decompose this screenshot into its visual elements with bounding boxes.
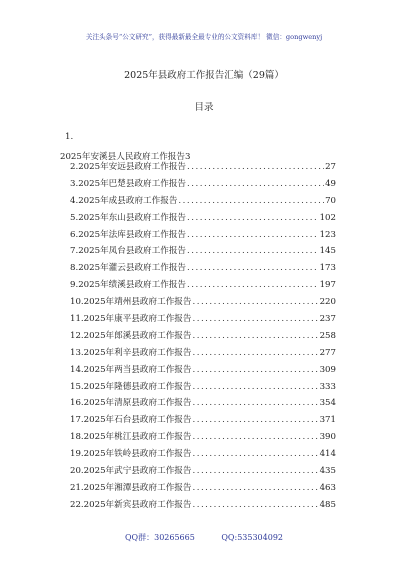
toc-entry-number: 22.	[70, 499, 84, 510]
toc-entry-page: 390	[319, 432, 336, 443]
toc-entry[interactable]	[70, 260, 336, 277]
toc-entry-page: 145	[319, 246, 336, 257]
toc-entry-number: 15.	[70, 381, 84, 392]
toc-entry-number: 8.	[70, 263, 79, 274]
footer-qq-group: QQ群：30265665	[124, 533, 195, 542]
toc-dot-leader	[192, 463, 318, 480]
toc-entry-title: 2025年法库县政府工作报告	[78, 229, 187, 240]
toc-entry-title: 2025年成县政府工作报告	[78, 195, 178, 206]
toc-entry[interactable]	[70, 294, 336, 311]
toc-entry-title: 2025年凤台县政府工作报告	[78, 246, 187, 257]
toc-entry-title: 2025年武宁县政府工作报告	[83, 466, 192, 477]
toc-entry-page: 463	[319, 482, 336, 493]
toc-entry-title: 2025年靖州县政府工作报告	[83, 297, 192, 308]
toc-entry[interactable]	[70, 362, 336, 379]
toc-entry-page: 309	[319, 364, 336, 375]
toc-entry-number: 12.	[70, 330, 84, 341]
toc-entry-number: 7.	[70, 246, 79, 257]
toc-dot-leader	[192, 480, 318, 497]
toc-entry-number: 13.	[70, 347, 84, 358]
toc-dot-leader	[192, 362, 318, 379]
toc-dot-leader	[187, 243, 319, 260]
toc-dot-leader	[192, 395, 318, 412]
toc-dot-leader	[192, 294, 318, 311]
toc-entry-number: 18.	[70, 432, 84, 443]
toc-entry-number: 4.	[70, 195, 79, 206]
toc-dot-leader	[187, 260, 319, 277]
toc-dot-leader	[192, 497, 318, 514]
toc-dot-leader	[187, 210, 319, 227]
toc-entry-page: 258	[319, 330, 336, 341]
toc-entry-number: 11.	[70, 314, 84, 324]
toc-dot-leader	[187, 227, 319, 244]
toc-entry-title: 2025年石台县政府工作报告	[83, 415, 192, 426]
toc-entry-page: 220	[319, 297, 336, 308]
toc-entry-title: 2025年湘潭县政府工作报告	[83, 482, 192, 493]
toc-entry-page: 414	[319, 449, 336, 460]
toc-entry-title: 2025年郎溪县政府工作报告	[83, 330, 192, 341]
toc-entry-title: 2025年巴楚县政府工作报告	[78, 178, 187, 189]
toc-entry[interactable]	[70, 176, 336, 193]
toc-first-number: 1.	[65, 132, 74, 142]
toc-first-title[interactable]: 2025年安溪县人民政府工作报告3	[60, 152, 191, 162]
toc-entry-number: 21.	[70, 482, 84, 493]
toc-entry-page: 102	[319, 212, 336, 223]
toc-entry[interactable]	[70, 379, 336, 396]
toc-entry-title: 2025年康平县政府工作报告	[83, 314, 192, 324]
toc-entry-title: 2025年两当县政府工作报告	[83, 364, 192, 375]
toc-entry[interactable]	[70, 395, 336, 412]
toc-list	[70, 159, 336, 514]
toc-entry-page: 123	[319, 229, 336, 240]
toc-entry-page: 49	[325, 178, 336, 189]
footer-qq: QQ:535304092	[221, 533, 283, 542]
toc-entry-title: 2025年东山县政府工作报告	[78, 212, 187, 223]
document-title: 2025年县政府工作报告汇编（29篇）	[124, 70, 284, 81]
toc-dot-leader	[192, 379, 318, 396]
toc-entry[interactable]	[70, 446, 336, 463]
toc-entry[interactable]	[70, 429, 336, 446]
toc-entry-page: 277	[319, 347, 336, 358]
toc-entry-page: 371	[319, 415, 336, 426]
toc-entry-title: 2025年清原县政府工作报告	[83, 398, 192, 409]
toc-dot-leader	[178, 193, 324, 210]
toc-entry-number: 6.	[70, 229, 79, 240]
toc-entry[interactable]	[70, 277, 336, 294]
toc-entry[interactable]	[70, 412, 336, 429]
footer-contact	[0, 532, 408, 543]
toc-entry-page: 197	[319, 280, 336, 291]
toc-dot-leader	[187, 176, 324, 193]
toc-entry[interactable]	[70, 227, 336, 244]
toc-entry-page: 485	[319, 499, 336, 510]
toc-entry-title: 2025年安远县政府工作报告	[78, 161, 187, 172]
toc-entry[interactable]	[70, 193, 336, 210]
toc-entry-number: 9.	[70, 280, 79, 291]
toc-dot-leader	[187, 159, 324, 176]
toc-entry-page: 354	[319, 398, 336, 409]
toc-dot-leader	[187, 277, 319, 294]
toc-entry-number: 17.	[70, 415, 84, 426]
toc-dot-leader	[192, 412, 318, 429]
toc-entry[interactable]	[70, 159, 336, 176]
toc-entry-title: 2025年桃江县政府工作报告	[83, 432, 192, 443]
toc-entry-page: 27	[325, 161, 336, 172]
toc-entry-title: 2025年绩溪县政府工作报告	[78, 280, 187, 291]
toc-dot-leader	[192, 446, 318, 463]
toc-dot-leader	[192, 328, 318, 345]
toc-entry[interactable]	[70, 328, 336, 345]
toc-entry-number: 3.	[70, 178, 79, 189]
toc-entry[interactable]	[70, 210, 336, 227]
toc-entry-number: 5.	[70, 212, 79, 223]
toc-entry-title: 2025年新宾县政府工作报告	[83, 499, 192, 510]
header-banner: 关注头条号“公文研究”，获得最新最全最专业的公文资料库！ 微信：gongwenyj	[85, 33, 323, 41]
toc-entry-page: 237	[319, 314, 336, 324]
toc-entry[interactable]	[70, 463, 336, 480]
toc-dot-leader	[192, 345, 318, 362]
toc-entry-number: 20.	[70, 466, 84, 477]
toc-entry[interactable]	[70, 345, 336, 362]
toc-entry-title: 2025年隆德县政府工作报告	[83, 381, 192, 392]
toc-entry-title: 2025年灌云县政府工作报告	[78, 263, 187, 274]
toc-entry-title: 2025年利辛县政府工作报告	[83, 347, 192, 358]
toc-entry-title: 2025年铁岭县政府工作报告	[83, 449, 192, 460]
toc-entry[interactable]	[70, 480, 336, 497]
toc-heading: 目录	[194, 102, 214, 113]
toc-dot-leader	[192, 429, 318, 446]
toc-entry-page: 333	[319, 381, 336, 392]
toc-dot-leader	[192, 311, 318, 328]
toc-entry[interactable]	[70, 497, 336, 514]
toc-entry[interactable]	[70, 243, 336, 260]
toc-entry-page: 435	[319, 466, 336, 477]
toc-entry[interactable]	[70, 311, 336, 328]
toc-entry-number: 10.	[70, 297, 84, 308]
toc-entry-number: 14.	[70, 364, 84, 375]
toc-entry-number: 2.	[70, 161, 79, 172]
toc-entry-page: 70	[325, 195, 336, 206]
toc-entry-page: 173	[319, 263, 336, 274]
toc-entry-number: 19.	[70, 449, 84, 460]
toc-entry-number: 16.	[70, 398, 84, 409]
